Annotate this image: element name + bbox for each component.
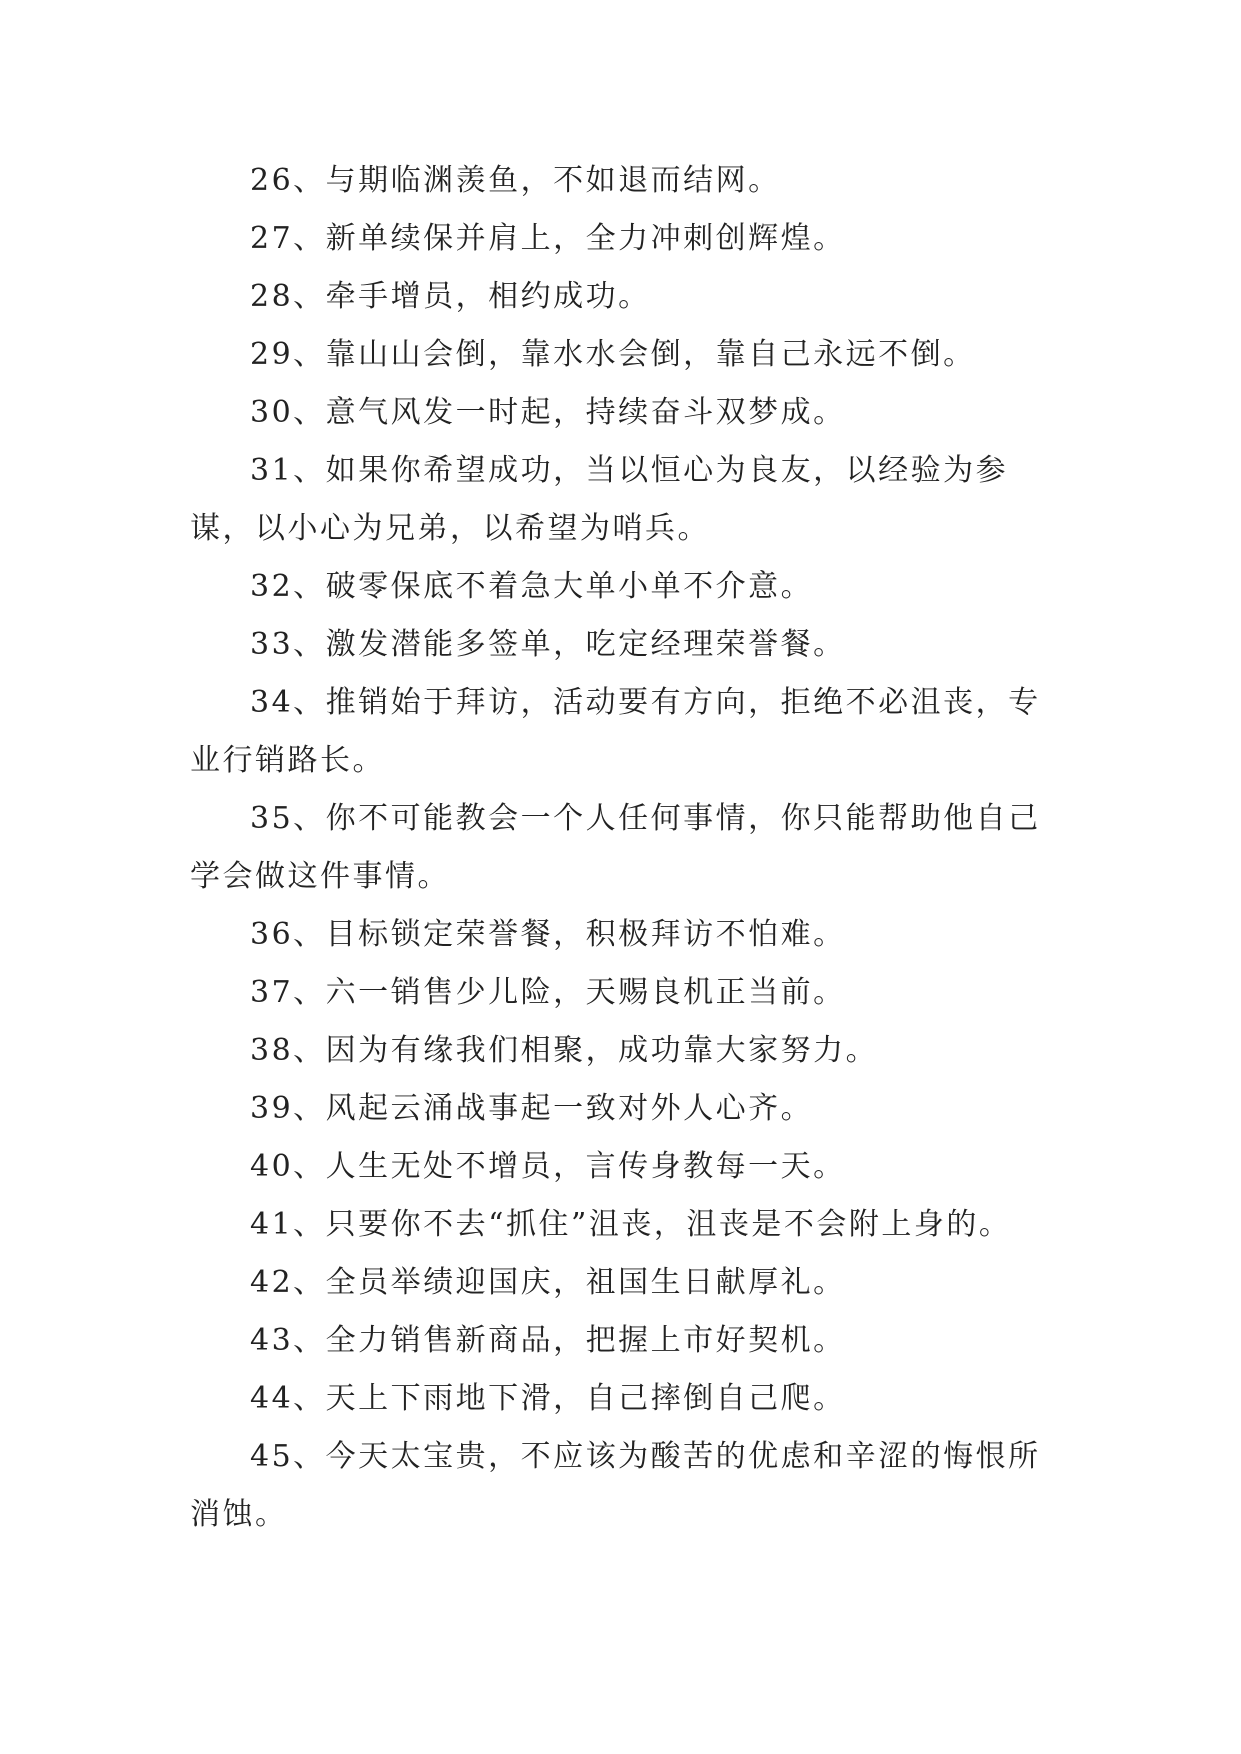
paragraph-31: 31、如果你希望成功，当以恒心为良友，以经验为参谋，以小心为兄弟，以希望为哨兵。 — [190, 453, 1009, 546]
paragraph-44: 44、天上下雨地下滑，自己摔倒自己爬。 — [250, 1381, 846, 1416]
paragraph-33: 33、激发潜能多签单，吃定经理荣誉餐。 — [250, 627, 846, 662]
paragraph-36: 36、目标锁定荣誉餐，积极拜访不怕难。 — [250, 917, 846, 952]
paragraph-37: 37、六一销售少儿险，天赐良机正当前。 — [250, 975, 846, 1010]
paragraph-39: 39、风起云涌战事起一致对外人心齐。 — [250, 1091, 814, 1126]
paragraph-27: 27、新单续保并肩上，全力冲刺创辉煌。 — [250, 221, 846, 256]
paragraph-29: 29、靠山山会倒，靠水水会倒，靠自己永远不倒。 — [250, 337, 976, 372]
paragraph-30: 30、意气风发一时起，持续奋斗双梦成。 — [250, 395, 846, 430]
paragraph-34: 34、推销始于拜访，活动要有方向，拒绝不必沮丧，专业行销路长。 — [190, 685, 1041, 778]
paragraph-28: 28、牵手增员，相约成功。 — [250, 279, 651, 314]
paragraph-40: 40、人生无处不增员，言传身教每一天。 — [250, 1149, 846, 1184]
paragraph-45: 45、今天太宝贵，不应该为酸苦的优虑和辛涩的悔恨所消蚀。 — [190, 1439, 1041, 1532]
paragraph-43: 43、全力销售新商品，把握上市好契机。 — [250, 1323, 846, 1358]
paragraph-38: 38、因为有缘我们相聚，成功靠大家努力。 — [250, 1033, 879, 1068]
document-body — [190, 152, 1070, 1544]
paragraph-35: 35、你不可能教会一个人任何事情，你只能帮助他自己学会做这件事情。 — [190, 801, 1041, 894]
paragraph-26: 26、与期临渊羡鱼，不如退而结网。 — [250, 163, 781, 198]
paragraph-32: 32、破零保底不着急大单小单不介意。 — [250, 569, 814, 604]
paragraph-41: 41、只要你不去“抓住”沮丧，沮丧是不会附上身的。 — [250, 1207, 1012, 1242]
paragraph-42: 42、全员举绩迎国庆，祖国生日献厚礼。 — [250, 1265, 846, 1300]
